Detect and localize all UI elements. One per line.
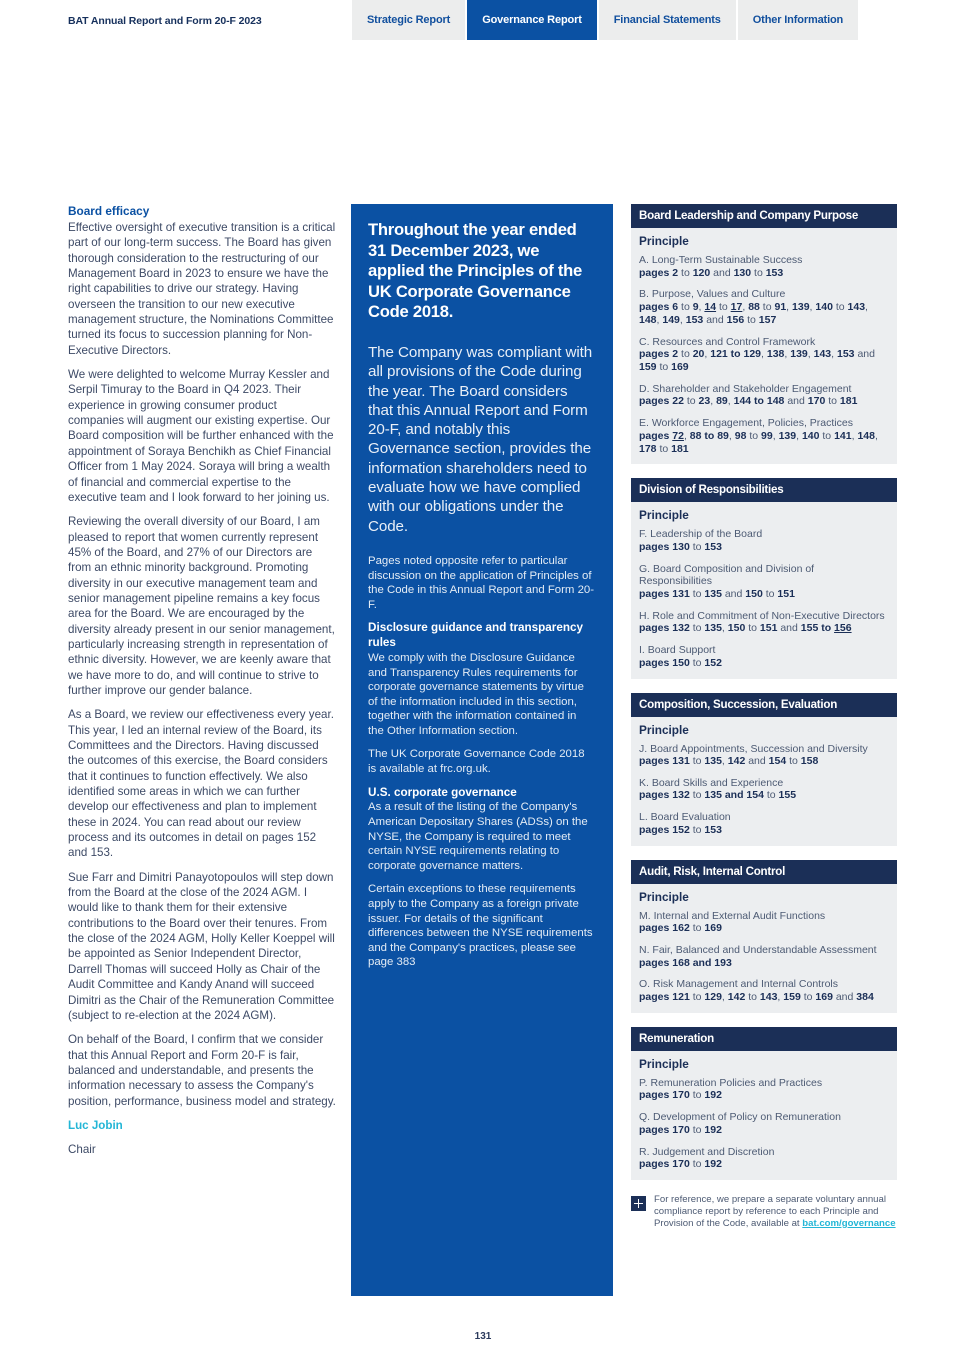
principle-entry bbox=[639, 417, 889, 455]
principle-entry-pages[interactable]: pages 132 to 135, 150 to 151 and 155 to 156 bbox=[639, 622, 852, 635]
principle-entry bbox=[639, 811, 889, 836]
principle-entry bbox=[639, 254, 889, 279]
principle-entry-title: Q. Development of Policy on Remuneration bbox=[639, 1111, 841, 1124]
principle-entry bbox=[639, 528, 889, 553]
principle-entry-title: A. Long-Term Sustainable Success bbox=[639, 254, 803, 266]
principle-entry-title: G. Board Composition and Division of Responsibilities bbox=[639, 562, 815, 588]
principle-entry bbox=[639, 563, 889, 601]
chair-letter-paragraph: Effective oversight of executive transition is a critical part of our long-term success. The Board has given thorough consideration to the restructuring of our Management Board in 2023 to ensure we have the right capabilities to drive our strategy. Having overseen the transition to our new executive management structure, the Nominations Committee turned its focus to succession planning for Non-Executive Directors. bbox=[68, 221, 336, 357]
principles-index-column bbox=[631, 204, 897, 1229]
principle-label: Principle bbox=[639, 722, 689, 737]
governance-link[interactable]: bat.com/governance bbox=[802, 1217, 896, 1229]
principle-entry-title: R. Judgement and Discretion bbox=[639, 1145, 775, 1158]
principle-entry-title: F. Leadership of the Board bbox=[639, 528, 763, 541]
principle-entry-title: L. Board Evaluation bbox=[639, 811, 731, 824]
principle-entry bbox=[639, 777, 889, 802]
signature-name: Luc Jobin bbox=[68, 1118, 123, 1132]
principle-entry bbox=[639, 610, 889, 635]
principles-cards bbox=[631, 204, 897, 1180]
footnote-text bbox=[654, 1194, 897, 1229]
principle-entry bbox=[639, 1111, 889, 1136]
chair-letter-paragraph: We were delighted to welcome Murray Kessler and Serpil Timuray to the Board in Q4 2023. Their experience in growing consumer product companies will augment our existing expertise. Our Board composition will be further enhanced with the appointment of Soraya Benchikh as Chief Financial Officer from 1 May 2024. Soraya will bring a wealth of financial and commercial expertise to the executive team and I look forward to her joining us. bbox=[68, 368, 334, 504]
principle-entry-pages[interactable]: pages 131 to 135 and 150 to 151 bbox=[639, 587, 795, 600]
principle-entry-title: I. Board Support bbox=[639, 644, 716, 657]
principle-entry bbox=[639, 288, 889, 326]
principle-card-body bbox=[631, 1051, 897, 1180]
principle-card-title: Board Leadership and Company Purpose bbox=[631, 204, 897, 228]
principle-card-body bbox=[631, 502, 897, 678]
chair-letter-paragraph: Reviewing the overall diversity of our Board, I am pleased to report that women currently represent 45% of the Board, and 27% of our Directors are from an ethnic minority background. Promoting diversity in our executive management team and senior management pipeline remains a key focus area for the Board. We are encouraged by the diversity already present in our senior management, particularly increasing strength in representation of ethnic diversity. However, we are keenly aware that we have more to do, and will continue to strive to further improve our gender balance. bbox=[68, 515, 335, 697]
principle-label: Principle bbox=[639, 1056, 689, 1071]
tab-other-information[interactable]: Other Information bbox=[738, 0, 858, 40]
section-heading-board-efficacy: Board efficacy bbox=[68, 204, 150, 218]
compliance-statement-panel bbox=[351, 204, 613, 1296]
principle-entry-pages[interactable]: pages 22 to 23, 89, 144 to 148 and 170 to 181 bbox=[639, 395, 858, 408]
principle-entry-title: H. Role and Commitment of Non-Executive Directors bbox=[639, 609, 885, 622]
principle-card-title: Audit, Risk, Internal Control bbox=[631, 860, 897, 884]
principle-entry-title: C. Resources and Control Framework bbox=[639, 335, 816, 348]
principle-entry-pages[interactable]: pages 170 to 192 bbox=[639, 1123, 722, 1136]
principle-entry-pages[interactable]: pages 168 and 193 bbox=[639, 956, 732, 969]
principle-label: Principle bbox=[639, 234, 689, 248]
code-availability-text: The UK Corporate Governance Code 2018 is available at frc.org.uk. bbox=[368, 748, 585, 776]
plus-icon bbox=[631, 1196, 646, 1211]
principle-entry-pages[interactable]: pages 150 to 152 bbox=[639, 656, 722, 669]
principle-card-title: Remuneration bbox=[631, 1027, 897, 1051]
principle-card-body bbox=[631, 884, 897, 1013]
principle-card-body bbox=[631, 228, 897, 464]
principle-card bbox=[631, 478, 897, 678]
principle-entry-title: B. Purpose, Values and Culture bbox=[639, 288, 786, 301]
principle-card bbox=[631, 693, 897, 846]
principle-entry bbox=[639, 1146, 889, 1171]
chair-letter-paragraphs bbox=[68, 220, 336, 1109]
pages-note: Pages noted opposite refer to particular discussion on the application of Principles of the Code in this Annual Report and Form 20-F. bbox=[368, 554, 595, 611]
principle-entry-pages[interactable]: pages 132 to 135 and 154 to 155 bbox=[639, 789, 797, 802]
principle-entry bbox=[639, 1077, 889, 1102]
principle-entry bbox=[639, 978, 889, 1003]
heading-us-corporate-governance: U.S. corporate governance bbox=[368, 785, 517, 799]
principle-entry-pages[interactable]: pages 121 to 129, 142 to 143, 159 to 169 and 384 bbox=[639, 991, 874, 1004]
chair-letter-column bbox=[68, 204, 336, 1167]
page-number: 131 bbox=[474, 1331, 492, 1342]
principle-entry-pages[interactable]: pages 170 to 192 bbox=[639, 1158, 722, 1171]
principle-entry bbox=[639, 644, 889, 669]
principle-card-body bbox=[631, 717, 897, 846]
principle-entry bbox=[639, 336, 889, 374]
principle-card-title: Composition, Succession, Evaluation bbox=[631, 693, 897, 717]
us-governance-text: As a result of the listing of the Company's American Depositary Shares (ADSs) on the NYSE, the Company is required to meet certain NYSE requirements relating to corporate governance matters. bbox=[368, 801, 588, 872]
principle-entry-title: O. Risk Management and Internal Controls bbox=[639, 978, 839, 991]
principle-entry-pages[interactable]: pages 162 to 169 bbox=[639, 922, 722, 935]
heading-disclosure-guidance: Disclosure guidance and transparency rules bbox=[368, 621, 583, 650]
tab-governance-report[interactable]: Governance Report bbox=[467, 0, 597, 40]
principle-entry-title: P. Remuneration Policies and Practices bbox=[639, 1076, 823, 1089]
principle-entry bbox=[639, 910, 889, 935]
reference-footnote bbox=[631, 1194, 897, 1229]
compliance-lead-statement: Throughout the year ended 31 December 2023, we applied the Principles of the UK Corporate Governance Code 2018. bbox=[368, 220, 583, 322]
principle-card-title: Division of Responsibilities bbox=[631, 478, 897, 502]
tab-financial-statements[interactable]: Financial Statements bbox=[599, 0, 736, 40]
compliance-subtext: The Company was compliant with all provisions of the Code during the year. The Board considers that this Annual Report and Form 20-F, and notably this Governance section, provides the information shareholders need to evaluate how we have complied with our obligations under the Code. bbox=[368, 343, 593, 535]
principle-entry-pages[interactable]: pages 6 to 9, 14 to 17, 88 to 91, 139, 140 to 143, 148, 149, 153 and 156 to 157 bbox=[639, 300, 868, 326]
principle-card bbox=[631, 860, 897, 1013]
page-header bbox=[0, 0, 966, 42]
tab-strategic-report[interactable]: Strategic Report bbox=[352, 0, 465, 40]
principle-entry-title: E. Workforce Engagement, Policies, Practices bbox=[639, 417, 853, 430]
report-title: BAT Annual Report and Form 20-F 2023 bbox=[68, 15, 262, 27]
principle-entry-pages[interactable]: pages 152 to 153 bbox=[639, 823, 722, 836]
principle-entry-title: N. Fair, Balanced and Understandable Assessment bbox=[639, 944, 877, 957]
chair-letter-paragraph: On behalf of the Board, I confirm that we consider that this Annual Report and Form 20-F is fair, balanced and understandable, and presents the information necessary to assess the Company's position, performance, business model and strategy. bbox=[68, 1033, 336, 1108]
principle-entry-title: M. Internal and External Audit Functions bbox=[639, 909, 826, 922]
principle-entry bbox=[639, 383, 889, 408]
principle-entry-title: D. Shareholder and Stakeholder Engagement bbox=[639, 382, 852, 395]
principle-entry-title: K. Board Skills and Experience bbox=[639, 776, 784, 789]
principle-entry bbox=[639, 944, 889, 969]
principle-entry-pages[interactable]: pages 131 to 135, 142 and 154 to 158 bbox=[639, 755, 819, 768]
us-exceptions-text: Certain exceptions to these requirements apply to the Company as a foreign private issuer. For details of the significant differences between the NYSE requirements and the Company's practices, please see page 383 bbox=[368, 883, 593, 969]
signature-role: Chair bbox=[68, 1143, 96, 1157]
principle-label: Principle bbox=[639, 508, 689, 523]
disclosure-guidance-text: We comply with the Disclosure Guidance and Transparency Rules requirements for corporate governance statements by virtue of the information included in this section, together with the information contained in the Other Information section. bbox=[368, 651, 584, 737]
principle-label: Principle bbox=[639, 889, 689, 904]
principle-entry-pages[interactable]: pages 2 to 120 and 130 to 153 bbox=[639, 266, 784, 279]
principle-entry-pages[interactable]: pages 130 to 153 bbox=[639, 540, 722, 553]
principle-card bbox=[631, 204, 897, 464]
chair-letter-paragraph: As a Board, we review our effectiveness every year. This year, I led an internal review of the Board, its Committees and the Directors. Having discussed the outcomes of this exercise, the Board considers that it continues to function effectively. We also identified some areas in which we can further develop our effectiveness and plan to implement these in 2024. You can read about our review process and its outcomes in detail on pages 152 and 153. bbox=[68, 708, 334, 860]
principle-card bbox=[631, 1027, 897, 1180]
principle-entry-title: J. Board Appointments, Succession and Diversity bbox=[639, 742, 868, 755]
section-tabs bbox=[352, 0, 858, 40]
principle-entry-pages[interactable]: pages 72, 88 to 89, 98 to 99, 139, 140 to 141, 148, 178 to 181 bbox=[639, 429, 878, 455]
principle-entry-pages[interactable]: pages 2 to 20, 121 to 129, 138, 139, 143, 153 and 159 to 169 bbox=[639, 348, 875, 373]
principle-entry-pages[interactable]: pages 170 to 192 bbox=[639, 1089, 722, 1102]
footnote-body: For reference, we prepare a separate voluntary annual compliance report by reference to each Principle and Provision of the Code, available at bbox=[654, 1194, 886, 1229]
principle-entry bbox=[639, 743, 889, 768]
chair-letter-paragraph: Sue Farr and Dimitri Panayotopoulos will step down from the Board at the close of the 2024 AGM. I would like to thank them for their extensive contributions to the Board over their tenures. From the close of the 2024 AGM, Holly Keller Koeppel will be appointed as Senior Independent Director, Darrell Thomas will succeed Holly as Chair of the Audit Committee and Kandy Anand will succeed Dimitri as the Chair of the Remuneration Committee (subject to re-election at the 2024 AGM). bbox=[68, 870, 335, 1022]
